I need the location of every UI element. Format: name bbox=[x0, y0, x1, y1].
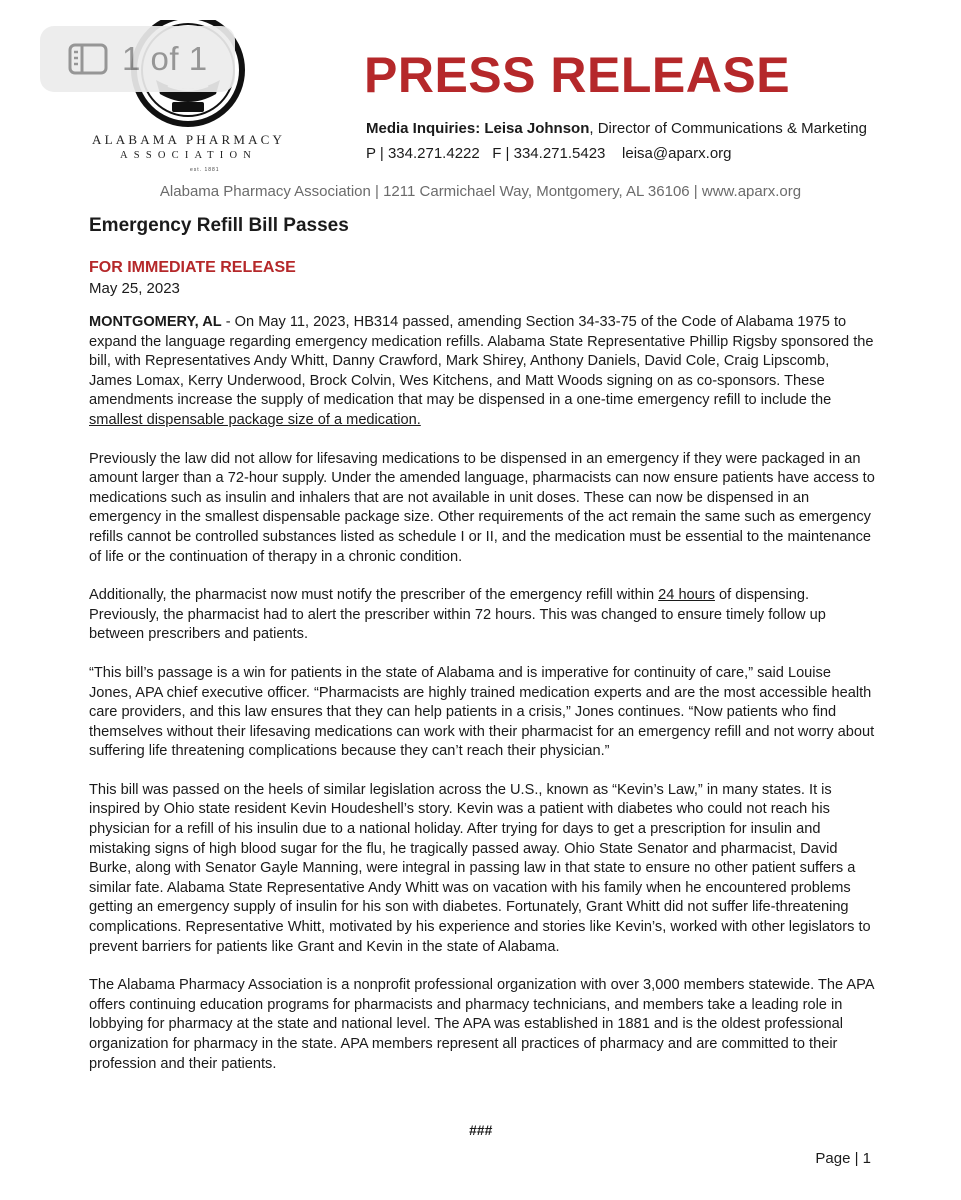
underlined-24-hours: 24 hours bbox=[658, 587, 715, 604]
sidebar-icon bbox=[68, 43, 108, 75]
page-number: Page | 1 bbox=[815, 1150, 871, 1167]
logo-established: est. 1881 bbox=[190, 167, 220, 173]
paragraph-3-text-b: of dispensing. Previously, the pharmacist had to alert the prescriber within 72 hours. This was changed to ensure timely follow up between prescribers and patients. bbox=[89, 587, 826, 643]
release-date: May 25, 2023 bbox=[89, 280, 180, 297]
logo-association-line: ASSOCIATION bbox=[120, 150, 258, 161]
page-counter-badge[interactable] bbox=[40, 26, 235, 92]
paragraph-2: Previously the law did not allow for lifesaving medications to be dispensed in an emergency if they were packaged in an amount larger than a 72-hour supply. Under the amended language, pharmacists can now ensure patients have access to medications such as insulin and inhalers that are not available in unit doses. These can now be dispensed in an emergency in the smallest dispensable package size. Other requirements of the act remain the same such as emergency refills cannot be controlled substances listed as schedule I or II, and the medication must be essential to the maintenance of life or the continuation of therapy in a chronic condition. bbox=[89, 450, 875, 565]
dateline: MONTGOMERY, AL bbox=[89, 314, 222, 330]
paragraph-3 bbox=[89, 586, 875, 645]
media-inquiries-line bbox=[366, 120, 867, 137]
paragraph-6: The Alabama Pharmacy Association is a nonprofit professional organization with over 3,000 members statewide. The APA offers continuing education programs for pharmacists and pharmacy technicians, and members take a leading role in lobbying for pharmacy at the state and national level. The APA was established in 1881 and is the oldest professional organization for pharmacy in the state. APA members represent all practices of pharmacy and are committed to their profession and their patients. bbox=[89, 977, 874, 1072]
underlined-package-size: smallest dispensable package size of a medication. bbox=[89, 411, 421, 428]
paragraph-5: This bill was passed on the heels of similar legislation across the U.S., known as “Kevin’s Law,” in many states. It is inspired by Ohio state resident Kevin Houdeshell’s story. Kevin was a patient with diabetes who could not reach his physician for a refill of his insulin due to a national holiday. After trying for days to get a prescription for insulin and mistaking signs of high blood sugar for the flu, he tragically passed away. Ohio State Senator and pharmacist, David Burke, along with Senator Gayle Manning, were integral in passing law in that state to ensure no other patient suffers a similar fate. Alabama State Representative Andy Whitt was on vacation with his family when he encountered problems getting an emergency supply of insulin for his son with diabetes. Fortunately, Grant Whitt did not suffer life-threatening complications. Representative Whitt, motivated by his experience and stories like Kevin’s, worked with other legislators to prevent barriers for patients like Grant and Kevin in the state of Alabama. bbox=[89, 781, 871, 955]
end-mark: ### bbox=[468, 1122, 493, 1138]
release-headline: Emergency Refill Bill Passes bbox=[89, 215, 349, 236]
press-release-title: PRESS RELEASE bbox=[364, 47, 791, 103]
press-release-body bbox=[89, 214, 875, 1074]
logo-name-line: ALABAMA PHARMACY bbox=[92, 132, 286, 147]
media-contact-name: Media Inquiries: Leisa Johnson bbox=[366, 120, 590, 137]
paragraph-1 bbox=[89, 313, 875, 431]
paragraph-3-text-a: Additionally, the pharmacist now must notify the prescriber of the emergency refill within bbox=[89, 587, 659, 604]
contact-numbers-line: P | 334.271.4222 F | 334.271.5423 leisa@aparx.org bbox=[366, 145, 732, 162]
paragraph-4-quote: “This bill’s passage is a win for patients in the state of Alabama and is imperative for continuity of care,” said Louise Jones, APA chief executive officer. “Pharmacists are highly trained medication experts and are the most accessible health care providers, and this law ensures that they can help patients in a crisis,” Jones continues. “Now patients who find themselves without their lifesaving medications can work with their pharmacist for an emergency refill and not worry about suffering life threatening complications because they can’t reach their physician.” bbox=[89, 664, 875, 760]
page-counter-text: 1 of 1 bbox=[122, 40, 208, 77]
paragraph-1-text: - On May 11, 2023, HB314 passed, amending Section 34-33-75 of the Code of Alabama 1975 to expand the language regarding emergency medication refills. Alabama State Representative Phillip Rigsby sponsored the bill, with Representatives Andy Whitt, Danny Crawford, Mark Shirey, Anthony Daniels, David Cole, Craig Lipscomb, James Lomax, Kerry Underwood, Brock Colvin, Wes Kitchens, and Matt Woods signing on as co-sponsors. These amendments increase the supply of medication that may be dispensed in a one-time emergency refill to include the bbox=[89, 314, 874, 409]
immediate-release-label: FOR IMMEDIATE RELEASE bbox=[89, 259, 296, 276]
association-address: Alabama Pharmacy Association | 1211 Carmichael Way, Montgomery, AL 36106 | www.aparx.org bbox=[159, 183, 802, 200]
media-contact-role: , Director of Communications & Marketing bbox=[589, 120, 867, 137]
